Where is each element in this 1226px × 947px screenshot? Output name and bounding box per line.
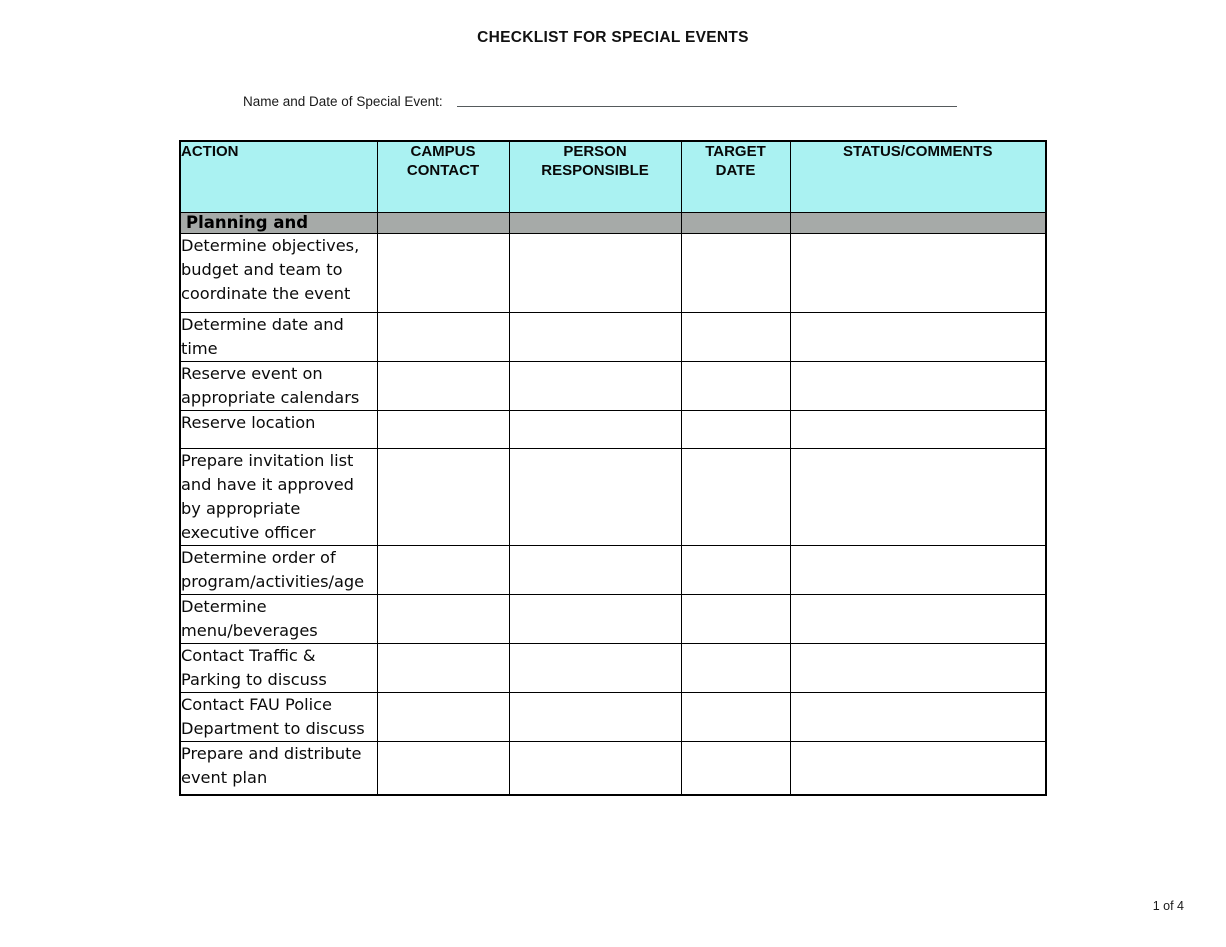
cell-campus-contact[interactable] — [377, 313, 509, 362]
cell-person-responsible[interactable] — [509, 362, 681, 411]
cell-status-comments[interactable] — [790, 411, 1046, 449]
cell-person-responsible[interactable] — [509, 644, 681, 693]
cell-action — [180, 693, 377, 742]
column-header-target-date-line2: DATE — [715, 162, 756, 179]
cell-campus-contact[interactable] — [377, 411, 509, 449]
cell-campus-contact[interactable] — [377, 546, 509, 595]
cell-action — [180, 234, 377, 313]
action-text-line: executive officer — [181, 523, 316, 542]
column-header-person-responsible-line2: RESPONSIBLE — [541, 162, 649, 179]
column-header-campus-contact-line1: CAMPUS — [410, 143, 476, 160]
cell-action — [180, 313, 377, 362]
cell-person-responsible[interactable] — [509, 234, 681, 313]
section-header-cell-campus-contact — [377, 213, 509, 234]
cell-target-date[interactable] — [681, 313, 790, 362]
action-text-line: Determine — [181, 597, 267, 616]
page-number: 1 of 4 — [1152, 899, 1184, 913]
cell-action — [180, 449, 377, 546]
table-row — [180, 362, 1046, 411]
cell-status-comments[interactable] — [790, 742, 1046, 796]
cell-campus-contact[interactable] — [377, 595, 509, 644]
table-row — [180, 644, 1046, 693]
section-header-label: Planning and — [180, 213, 377, 234]
action-text-line: Determine date and — [181, 315, 344, 334]
action-text-line: Determine objectives, — [181, 236, 360, 255]
event-name-date-input-rule[interactable] — [457, 105, 957, 107]
cell-target-date[interactable] — [681, 644, 790, 693]
cell-action — [180, 742, 377, 796]
event-name-date-label: Name and Date of Special Event: — [243, 94, 443, 109]
cell-target-date[interactable] — [681, 362, 790, 411]
column-header-target-date — [681, 141, 790, 213]
cell-person-responsible[interactable] — [509, 742, 681, 796]
cell-campus-contact[interactable] — [377, 742, 509, 796]
column-header-person-responsible — [509, 141, 681, 213]
cell-status-comments[interactable] — [790, 234, 1046, 313]
section-header-cell-target-date — [681, 213, 790, 234]
cell-campus-contact[interactable] — [377, 693, 509, 742]
cell-target-date[interactable] — [681, 411, 790, 449]
cell-status-comments[interactable] — [790, 546, 1046, 595]
action-text-line: Prepare and distribute — [181, 744, 362, 763]
action-text-line: appropriate calendars — [181, 388, 360, 407]
column-header-status-comments: STATUS/COMMENTS — [790, 141, 1046, 213]
table-header — [180, 141, 1046, 213]
cell-campus-contact[interactable] — [377, 644, 509, 693]
action-text-line: Determine order of — [181, 548, 336, 567]
cell-target-date[interactable] — [681, 742, 790, 796]
column-header-campus-contact — [377, 141, 509, 213]
table-row — [180, 742, 1046, 796]
cell-campus-contact[interactable] — [377, 362, 509, 411]
section-header-cell-status-comments — [790, 213, 1046, 234]
cell-status-comments[interactable] — [790, 693, 1046, 742]
cell-action — [180, 411, 377, 449]
cell-target-date[interactable] — [681, 449, 790, 546]
column-header-action: ACTION — [180, 141, 377, 213]
cell-target-date[interactable] — [681, 234, 790, 313]
action-text-line: event plan — [181, 768, 268, 787]
cell-status-comments[interactable] — [790, 313, 1046, 362]
action-text-line: time — [181, 339, 218, 358]
action-text-line: budget and team to — [181, 260, 343, 279]
table-row — [180, 411, 1046, 449]
cell-person-responsible[interactable] — [509, 313, 681, 362]
column-header-target-date-line1: TARGET — [705, 143, 766, 160]
cell-status-comments[interactable] — [790, 644, 1046, 693]
cell-person-responsible[interactable] — [509, 449, 681, 546]
table-row — [180, 234, 1046, 313]
cell-campus-contact[interactable] — [377, 234, 509, 313]
table-row — [180, 313, 1046, 362]
event-name-date-field — [243, 90, 957, 110]
page-title: CHECKLIST FOR SPECIAL EVENTS — [477, 29, 749, 46]
action-text-line: by appropriate — [181, 499, 301, 518]
cell-status-comments[interactable] — [790, 595, 1046, 644]
action-text-line: Department to discuss — [181, 719, 365, 738]
column-header-person-responsible-line1: PERSON — [563, 143, 627, 160]
cell-target-date[interactable] — [681, 693, 790, 742]
section-header-row — [180, 213, 1046, 234]
cell-person-responsible[interactable] — [509, 411, 681, 449]
table-body — [180, 213, 1046, 796]
action-text-line: Reserve event on — [181, 364, 323, 383]
action-text-line: program/activities/age — [181, 572, 365, 591]
cell-action — [180, 644, 377, 693]
cell-status-comments[interactable] — [790, 362, 1046, 411]
action-text-line: and have it approved — [181, 475, 354, 494]
action-text-line: menu/beverages — [181, 621, 318, 640]
cell-person-responsible[interactable] — [509, 546, 681, 595]
action-text-line: Contact FAU Police — [181, 695, 332, 714]
cell-person-responsible[interactable] — [509, 595, 681, 644]
table-row — [180, 449, 1046, 546]
cell-target-date[interactable] — [681, 595, 790, 644]
table-row — [180, 595, 1046, 644]
checklist-table-container — [179, 140, 1045, 796]
checklist-table — [179, 140, 1047, 796]
action-text-line: Prepare invitation list — [181, 451, 354, 470]
section-header-cell-person-responsible — [509, 213, 681, 234]
cell-action — [180, 362, 377, 411]
action-text-line: Parking to discuss — [181, 670, 327, 689]
cell-status-comments[interactable] — [790, 449, 1046, 546]
cell-target-date[interactable] — [681, 546, 790, 595]
table-row — [180, 693, 1046, 742]
cell-action — [180, 546, 377, 595]
action-text-line: Reserve location — [181, 413, 316, 432]
column-header-campus-contact-line2: CONTACT — [406, 162, 480, 179]
table-header-row — [180, 141, 1046, 213]
action-text-line: Contact Traffic & — [181, 646, 316, 665]
cell-person-responsible[interactable] — [509, 693, 681, 742]
cell-action — [180, 595, 377, 644]
action-text-line: coordinate the event — [181, 284, 351, 303]
table-row — [180, 546, 1046, 595]
cell-campus-contact[interactable] — [377, 449, 509, 546]
